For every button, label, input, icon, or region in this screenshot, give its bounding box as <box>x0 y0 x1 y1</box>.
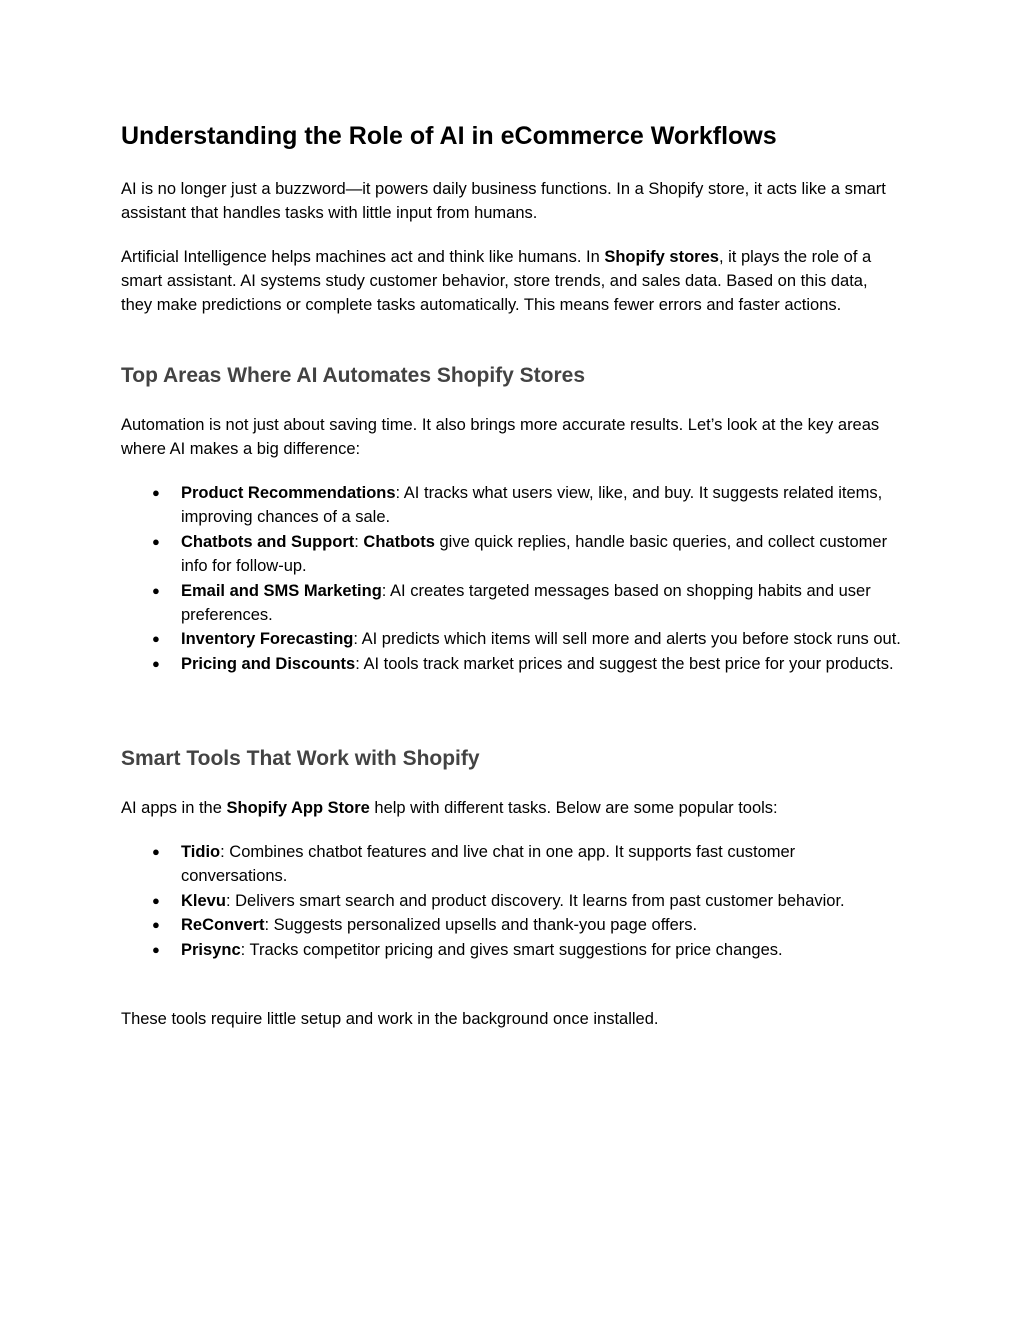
list-item-text: : AI tools track market prices and suggest the best price for your products. <box>355 654 894 673</box>
bullet-icon: ● <box>152 655 160 671</box>
intro-paragraph-1: AI is no longer just a buzzword—it powers daily business functions. In a Shopify store, it acts like a smart assistant that handles tasks with little input from humans. <box>121 180 886 223</box>
section2-list <box>121 840 903 962</box>
section2-intro-before: AI apps in the <box>121 799 227 817</box>
list-item <box>121 579 903 628</box>
list-item-text: : Suggests personalized upsells and thank-you page offers. <box>264 916 698 935</box>
closing-paragraph: These tools require little setup and work in the background once installed. <box>121 1010 659 1028</box>
section1-intro: Automation is not just about saving time. It also brings more accurate results. Let’s look at the key areas where AI makes a big difference: <box>121 416 880 459</box>
list-item-bold: Product Recommendations <box>181 484 396 502</box>
list-item-bold: Inventory Forecasting <box>181 630 354 649</box>
section2-intro-bold: Shopify App Store <box>226 799 370 817</box>
list-item-sep: : <box>354 532 364 551</box>
bullet-icon: ● <box>152 844 160 859</box>
list-item <box>121 652 903 676</box>
list-item-text: : AI predicts which items will sell more and alerts you before stock runs out. <box>353 630 901 649</box>
list-item-text: : Combines chatbot features and live chat in one app. It supports fast customer conversations. <box>181 843 796 886</box>
bullet-icon: ● <box>152 485 160 500</box>
section2-intro <box>121 796 903 820</box>
list-item-bold: Klevu <box>181 891 226 910</box>
list-item-bold: Chatbots and Support <box>181 532 355 551</box>
section2-heading: Smart Tools That Work with Shopify <box>121 747 480 770</box>
list-item-bold: Tidio <box>181 843 221 861</box>
bullet-icon: ● <box>152 533 160 549</box>
document-title: Understanding the Role of AI in eCommerce Workflows <box>121 122 777 150</box>
bullet-icon: ● <box>152 631 160 647</box>
list-item <box>121 840 903 889</box>
list-item-text: : Delivers smart search and product discovery. It learns from past customer behavior. <box>225 891 845 910</box>
list-item-text: : Tracks competitor pricing and gives smart suggestions for price changes. <box>240 940 783 959</box>
list-item-bold: Pricing and Discounts <box>181 654 356 673</box>
list-item-text: give quick replies, handle basic queries, and collect customer info for follow-up. <box>181 532 888 576</box>
list-item-bold: ReConvert <box>181 916 265 935</box>
intro-paragraph-2 <box>121 245 903 318</box>
intro-p2-after: , it plays the role of a smart assistant. AI systems study customer behavior, store trends, and sales data. Based on this data, they make predictions or complete tasks automatically. This means fewer errors and faster actions. <box>121 248 872 315</box>
list-item <box>121 627 903 651</box>
section1-heading: Top Areas Where AI Automates Shopify Stores <box>121 364 586 387</box>
list-item <box>121 913 903 937</box>
list-item-mid-bold: Chatbots <box>363 532 435 551</box>
section2-intro-after: help with different tasks. Below are some popular tools: <box>369 799 778 817</box>
list-item-bold: Prisync <box>181 940 241 959</box>
bullet-icon: ● <box>152 917 160 933</box>
bullet-icon: ● <box>152 941 160 957</box>
list-item-text: : AI creates targeted messages based on shopping habits and user preferences. <box>181 581 871 625</box>
bullet-icon: ● <box>152 892 160 908</box>
list-item <box>121 530 903 579</box>
intro-p2-bold: Shopify stores <box>604 248 719 266</box>
list-item-text: : AI tracks what users view, like, and buy. It suggests related items, improving chances of a sale. <box>181 484 883 527</box>
list-item <box>121 938 903 962</box>
list-item <box>121 889 903 913</box>
list-item-bold: Email and SMS Marketing <box>181 581 382 600</box>
list-item <box>121 481 903 530</box>
intro-p2-before: Artificial Intelligence helps machines act and think like humans. In <box>121 248 605 266</box>
section1-list <box>121 481 903 676</box>
bullet-icon: ● <box>152 582 160 598</box>
